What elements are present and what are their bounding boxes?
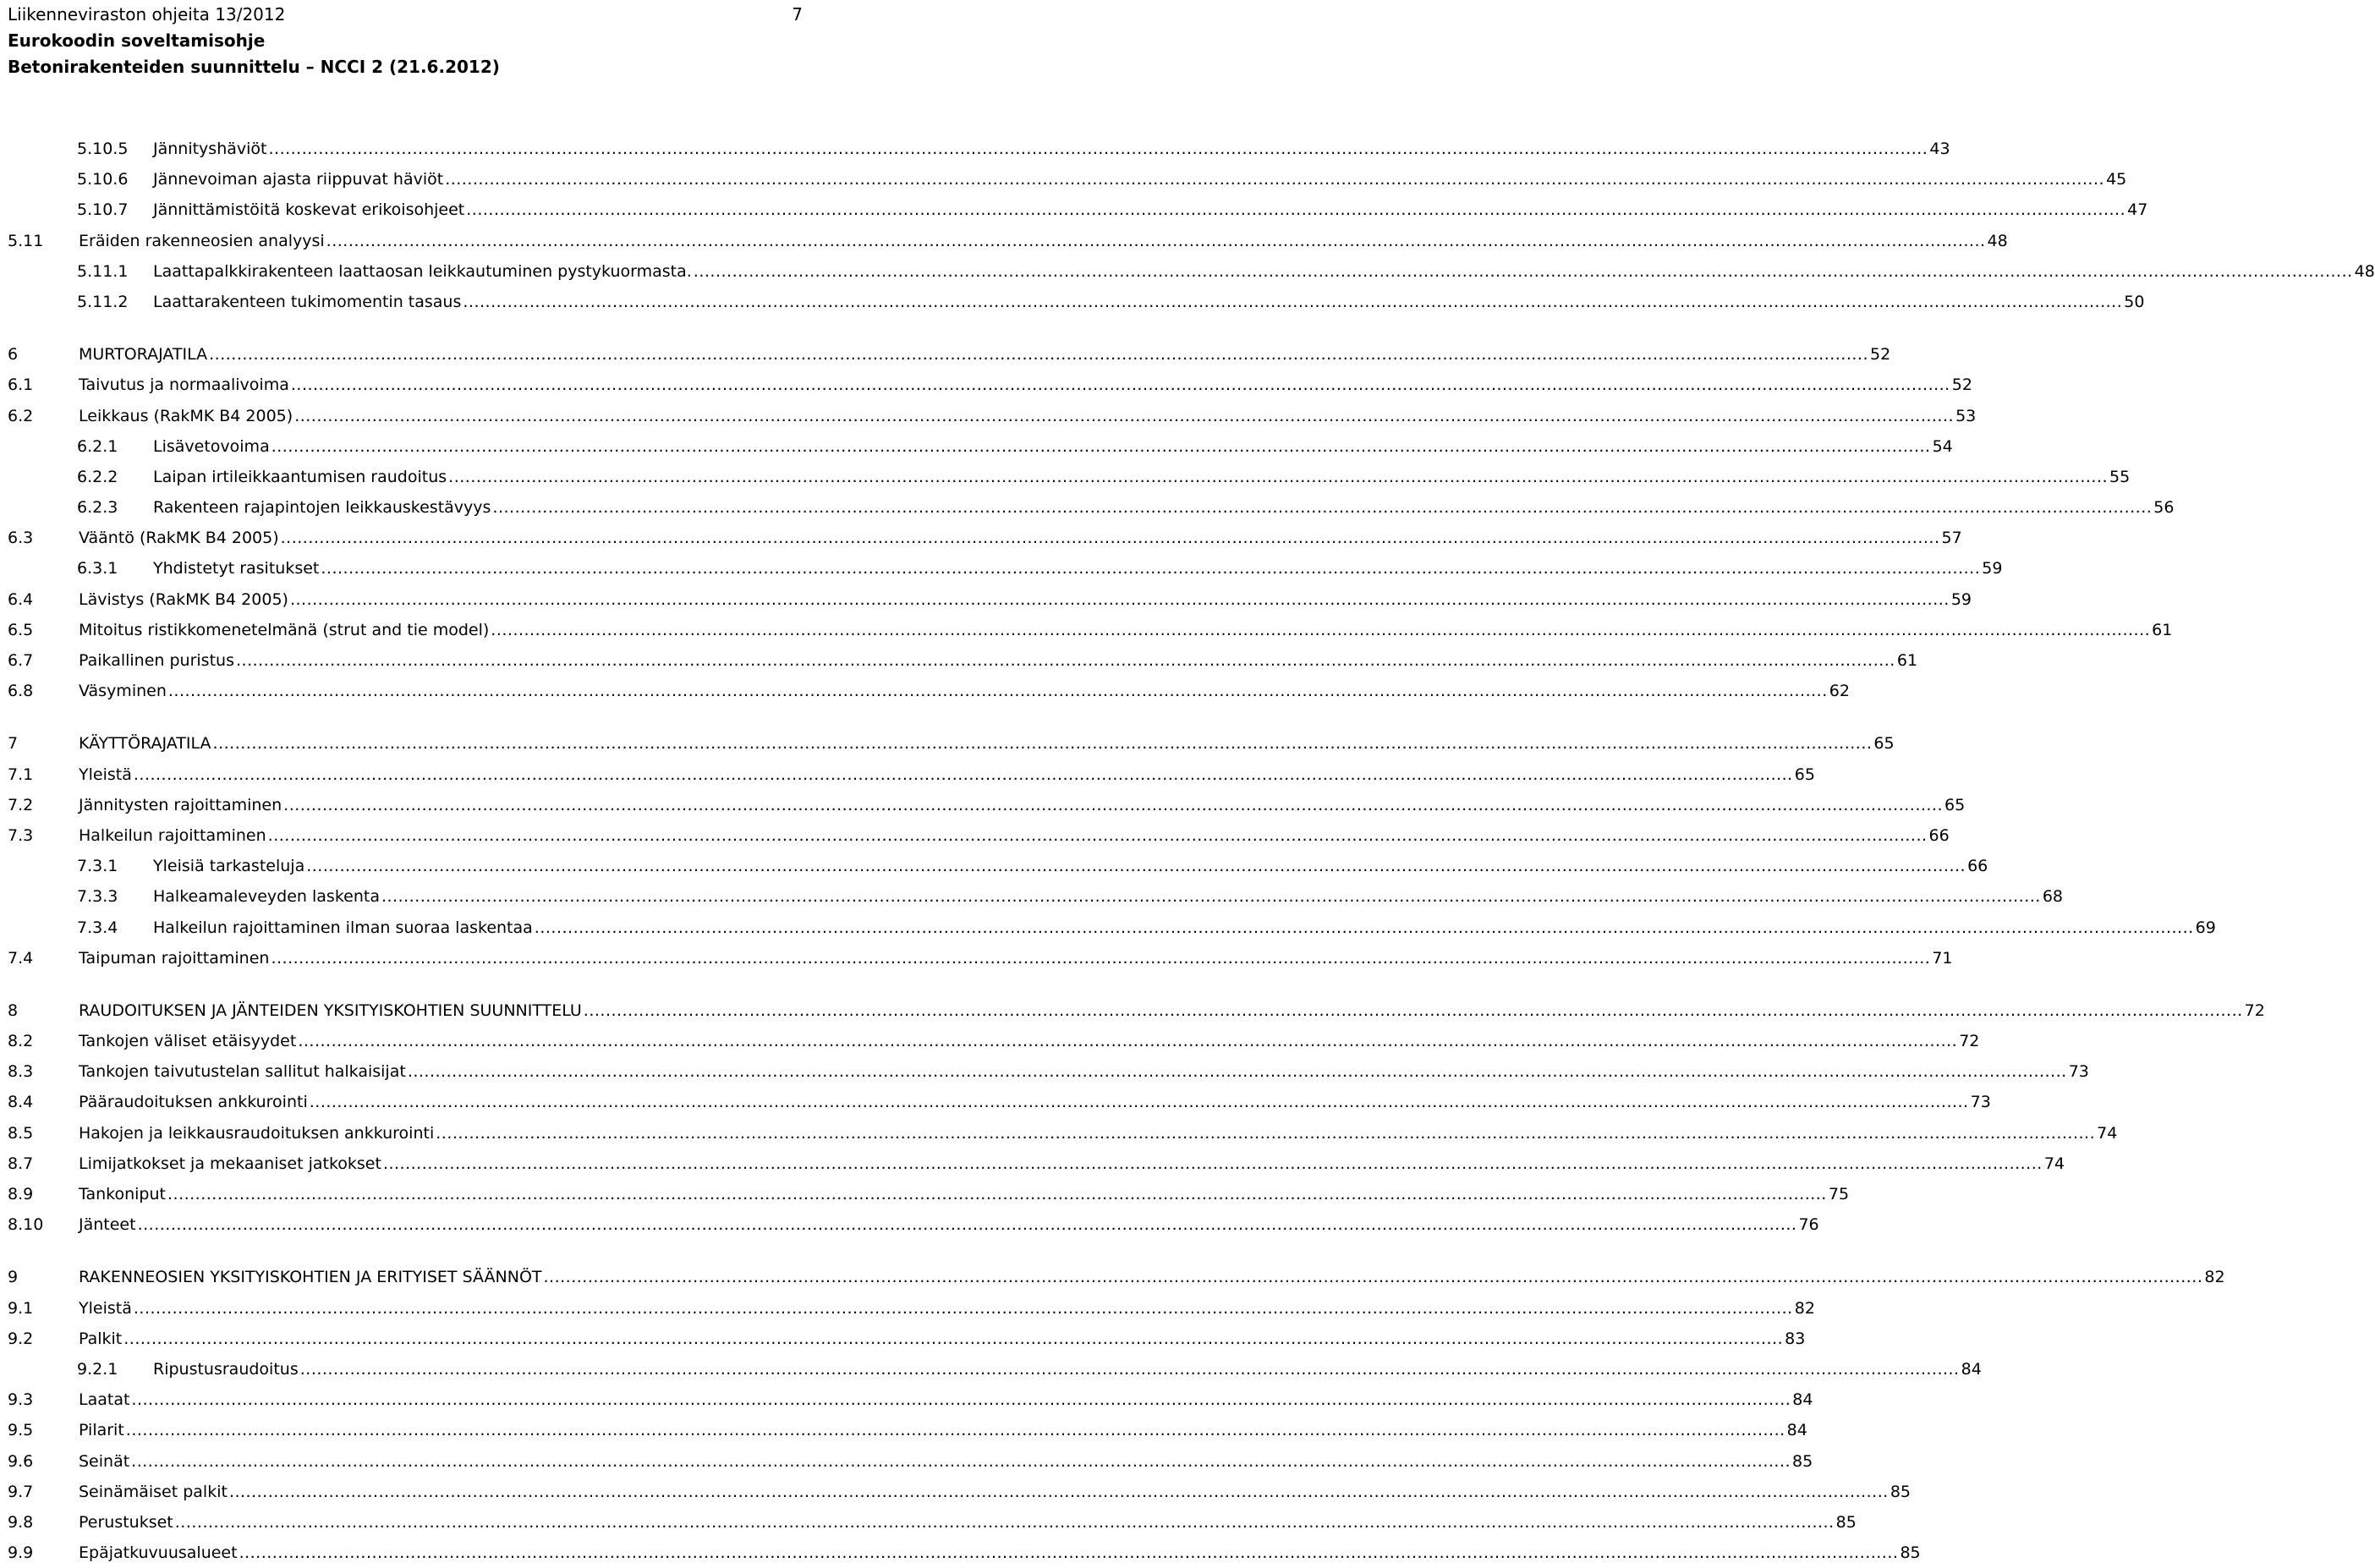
toc-entry-number: 9.2: [8, 1329, 34, 1348]
dot-leader: ............................................................................................................................................................................................................................................................................................................: [534, 918, 2194, 937]
dot-leader: ............................................................................................................................................................................................................................................................................................................: [466, 200, 2126, 220]
toc-entry-page: 75: [1828, 1185, 1850, 1203]
toc-entry-page: 85: [1792, 1451, 1813, 1471]
dot-leader: ............................................................................................................................................................................................................................................................................................................: [326, 231, 1986, 250]
toc-entry-page: 74: [2043, 1154, 2065, 1173]
toc-entry-number: 6.4: [8, 589, 34, 609]
dot-leader: ............................................................................................................................................................................................................................................................................................................: [294, 406, 1955, 425]
dot-leader: ............................................................................................................................................................................................................................................................................................................: [167, 1185, 1827, 1203]
toc-entry-title: Laipan irtileikkaantumisen raudoitus: [153, 467, 447, 486]
toc-entry-page: 54: [1932, 436, 1953, 456]
toc-entry-number: 8: [8, 1001, 19, 1020]
toc-entry-page: 85: [1900, 1543, 1921, 1563]
toc-entry-title: Pilarit: [79, 1421, 124, 1440]
toc-entry-title: Limijatkokset ja mekaaniset jatkokset: [79, 1154, 381, 1173]
toc-entry-title: Väsyminen: [79, 682, 167, 701]
toc-entry-title: RAUDOITUKSEN JA JÄNTEIDEN YKSITYISKOHTIEN SUUNNITTELU: [79, 1001, 582, 1020]
toc-entry-number: 8.3: [8, 1062, 34, 1082]
toc-entry[interactable]: [8, 881, 2064, 912]
toc-entry-page: 73: [2068, 1062, 2089, 1082]
toc-entry-title: Leikkaus (RakMK B4 2005): [79, 406, 293, 425]
dot-leader: ............................................................................................................................................................................................................................................................................................................: [123, 1329, 1784, 1348]
toc-entry[interactable]: [8, 1507, 1857, 1538]
toc-entry-number: 9.9: [8, 1543, 34, 1563]
page-header: [8, 2, 803, 80]
toc-entry-title: Yleistä: [79, 1298, 132, 1318]
toc-entry-page: 52: [1951, 376, 1972, 395]
toc-entry-page: 45: [2106, 170, 2127, 189]
toc-entry-number: 7.3.3: [77, 887, 118, 907]
toc-entry[interactable]: [8, 431, 1953, 462]
toc-entry[interactable]: [8, 462, 2131, 492]
toc-entry-title: Palkit: [79, 1329, 123, 1348]
dot-leader: ............................................................................................................................................................................................................................................................................................................: [299, 1359, 1960, 1379]
toc-entry[interactable]: [8, 676, 1850, 706]
dot-leader: ............................................................................................................................................................................................................................................................................................................: [491, 620, 2151, 639]
toc-entry-number: 5.10.5: [77, 140, 129, 158]
toc-entry-page: 55: [2109, 467, 2131, 486]
toc-entry-page: 52: [1870, 345, 1891, 365]
toc-entry-title: RAKENNEOSIEN YKSITYISKOHTIEN JA ERITYISET SÄÄNNÖT: [79, 1268, 542, 1287]
dot-leader: ............................................................................................................................................................................................................................................................................................................: [381, 887, 2041, 907]
toc-entry[interactable]: [8, 1354, 1982, 1384]
toc-entry-title: MURTORAJATILA: [79, 345, 208, 365]
table-of-contents: [8, 134, 2375, 1568]
toc-entry-number: 5.11.1: [77, 261, 129, 281]
dot-leader: ............................................................................................................................................................................................................................................................................................................: [137, 1215, 1797, 1235]
toc-entry-title: Jännityshäviöt: [153, 140, 267, 158]
toc-entry-page: 73: [1970, 1093, 1991, 1112]
toc-entry-title: Seinät: [79, 1451, 130, 1471]
dot-leader: ............................................................................................................................................................................................................................................................................................................: [228, 1482, 1889, 1501]
toc-entry-page: 62: [1829, 682, 1850, 701]
dot-leader: ............................................................................................................................................................................................................................................................................................................: [309, 1093, 1969, 1112]
toc-entry[interactable]: [8, 1149, 2065, 1179]
toc-entry-number: 6.3: [8, 529, 34, 548]
toc-entry[interactable]: [8, 1324, 1806, 1354]
toc-entry-page: 71: [1932, 948, 1953, 968]
toc-entry-title: Yleisiä tarkasteluja: [153, 857, 305, 876]
toc-entry-number: 6.2.2: [77, 467, 118, 486]
toc-entry[interactable]: [8, 492, 2175, 523]
toc-entry-title: Tankojen väliset etäisyydet: [79, 1032, 297, 1051]
toc-entry-page: 57: [1941, 529, 1962, 548]
toc-entry[interactable]: [8, 1477, 1911, 1507]
toc-entry-number: 6.7: [8, 651, 34, 670]
toc-entry-number: 7.4: [8, 948, 34, 968]
toc-entry[interactable]: [8, 1538, 1921, 1568]
dot-leader: ............................................................................................................................................................................................................................................................................................................: [436, 1123, 2096, 1143]
toc-entry-number: 9.2.1: [77, 1359, 118, 1379]
dot-leader: ............................................................................................................................................................................................................................................................................................................: [280, 529, 1940, 548]
toc-entry-page: 53: [1955, 406, 1977, 425]
toc-entry-title: Seinämäiset palkit: [79, 1482, 228, 1501]
toc-entry-number: 9.1: [8, 1298, 34, 1318]
toc-entry-page: 47: [2127, 200, 2148, 220]
dot-leader: ............................................................................................................................................................................................................................................................................................................: [463, 292, 2123, 311]
toc-entry[interactable]: [8, 645, 1918, 676]
toc-entry-page: 72: [1959, 1032, 1980, 1051]
toc-entry-title: Pääraudoituksen ankkurointi: [79, 1093, 308, 1112]
dot-leader: ............................................................................................................................................................................................................................................................................................................: [212, 734, 1873, 754]
toc-entry-page: 59: [1982, 559, 2003, 578]
toc-entry-number: 6.2.3: [77, 498, 118, 518]
dot-leader: ............................................................................................................................................................................................................................................................................................................: [235, 651, 1895, 670]
toc-entry-page: 66: [1967, 857, 1988, 876]
toc-entry-page: 61: [2152, 620, 2173, 639]
toc-entry[interactable]: [8, 584, 1972, 615]
toc-entry-number: 5.11: [8, 231, 44, 250]
toc-entry-title: KÄYTTÖRAJATILA: [79, 734, 211, 754]
dot-leader: ............................................................................................................................................................................................................................................................................................................: [289, 589, 1950, 609]
toc-entry-page: 65: [1944, 795, 1966, 814]
toc-entry-number: 8.5: [8, 1123, 34, 1143]
toc-entry-page: 59: [1950, 589, 1972, 609]
dot-leader: ............................................................................................................................................................................................................................................................................................................: [209, 345, 1869, 365]
toc-entry[interactable]: [8, 164, 2127, 195]
toc-entry-page: 82: [1794, 1298, 1815, 1318]
toc-entry-title: Paikallinen puristus: [79, 651, 234, 670]
toc-entry[interactable]: [8, 134, 1950, 164]
toc-entry-page: 50: [2124, 292, 2145, 311]
toc-entry-number: 7.1: [8, 765, 34, 784]
toc-entry-number: 5.10.6: [77, 170, 129, 189]
dot-leader: ............................................................................................................................................................................................................................................................................................................: [693, 261, 2353, 281]
publication-series: Liikenneviraston ohjeita 13/2012: [8, 4, 286, 25]
toc-entry[interactable]: [8, 287, 2145, 317]
toc-entry-page: 85: [1890, 1482, 1911, 1501]
toc-entry[interactable]: [8, 1087, 1991, 1117]
dot-leader: ............................................................................................................................................................................................................................................................................................................: [448, 467, 2109, 486]
toc-entry-title: Laatat: [79, 1390, 130, 1410]
dot-leader: ............................................................................................................................................................................................................................................................................................................: [306, 857, 1966, 876]
toc-entry-number: 6.2.1: [77, 436, 118, 456]
toc-entry[interactable]: [8, 256, 2375, 287]
dot-leader: ............................................................................................................................................................................................................................................................................................................: [445, 170, 2105, 189]
dot-leader: ............................................................................................................................................................................................................................................................................................................: [382, 1154, 2043, 1173]
toc-entry[interactable]: [8, 1446, 1813, 1477]
dot-leader: ............................................................................................................................................................................................................................................................................................................: [167, 682, 1828, 701]
dot-leader: ............................................................................................................................................................................................................................................................................................................: [298, 1032, 1958, 1051]
toc-entry-page: 84: [1786, 1421, 1807, 1440]
toc-entry-title: Tankojen taivutustelan sallitut halkaisijat: [79, 1062, 406, 1082]
toc-entry-number: 8.7: [8, 1154, 34, 1173]
toc-entry[interactable]: [8, 226, 2008, 256]
dot-leader: ............................................................................................................................................................................................................................................................................................................: [543, 1268, 2203, 1287]
toc-entry-title: Ripustusraudoitus: [153, 1359, 299, 1379]
toc-entry[interactable]: [8, 759, 1815, 790]
toc-entry-page: 84: [1792, 1390, 1813, 1410]
dot-leader: ............................................................................................................................................................................................................................................................................................................: [133, 1298, 1793, 1318]
toc-entry-number: 9.6: [8, 1451, 34, 1471]
toc-entry-page: 82: [2204, 1268, 2225, 1287]
dot-leader: ............................................................................................................................................................................................................................................................................................................: [133, 765, 1793, 784]
toc-entry-title: Vääntö (RakMK B4 2005): [79, 529, 279, 548]
toc-entry[interactable]: [8, 370, 1972, 400]
toc-entry[interactable]: [8, 401, 1977, 431]
toc-entry-title: Lävistys (RakMK B4 2005): [79, 589, 288, 609]
toc-entry-number: 6: [8, 345, 19, 365]
dot-leader: ............................................................................................................................................................................................................................................................................................................: [283, 795, 1944, 814]
toc-entry-title: Halkeamaleveyden laskenta: [153, 887, 380, 907]
toc-entry-page: 66: [1928, 825, 1950, 845]
toc-entry-title: Taivutus ja normaalivoima: [79, 376, 289, 395]
toc-entry-number: 8.9: [8, 1185, 34, 1203]
toc-entry-title: Jänteet: [79, 1215, 136, 1235]
dot-leader: ............................................................................................................................................................................................................................................................................................................: [131, 1390, 1791, 1410]
toc-entry-title: Jännittämistöitä koskevat erikoisohjeet: [153, 200, 465, 220]
toc-entry-page: 83: [1785, 1329, 1806, 1348]
toc-entry[interactable]: [8, 553, 2003, 584]
toc-entry[interactable]: [8, 1262, 2225, 1292]
toc-entry-page: 43: [1929, 140, 1950, 158]
toc-entry[interactable]: [8, 1056, 2089, 1087]
toc-entry-number: 8.4: [8, 1093, 34, 1112]
toc-entry[interactable]: [8, 728, 1895, 759]
dot-leader: ............................................................................................................................................................................................................................................................................................................: [125, 1421, 1785, 1440]
toc-entry-number: 7.2: [8, 795, 34, 814]
toc-entry-number: 9: [8, 1268, 19, 1287]
toc-entry-title: Yhdistetyt rasitukset: [153, 559, 320, 578]
toc-entry-number: 6.1: [8, 376, 34, 395]
toc-entry-page: 61: [1896, 651, 1918, 670]
toc-entry-page: 48: [1987, 231, 2008, 250]
page-number: 7: [792, 4, 803, 25]
toc-entry[interactable]: [8, 1293, 1815, 1324]
toc-entry-title: Perustukset: [79, 1512, 173, 1532]
toc-entry-number: 9.5: [8, 1421, 34, 1440]
toc-entry-number: 7: [8, 734, 19, 754]
toc-entry[interactable]: [8, 615, 2173, 645]
toc-entry-page: 85: [1835, 1512, 1857, 1532]
toc-entry-number: 5.11.2: [77, 292, 129, 311]
toc-entry[interactable]: [8, 851, 1988, 881]
toc-entry-number: 6.5: [8, 620, 34, 639]
toc-entry-number: 6.8: [8, 682, 34, 701]
toc-entry[interactable]: [8, 820, 1950, 851]
document-title: Betonirakenteiden suunnittelu – NCCI 2 (21.6.2012): [8, 57, 500, 77]
dot-leader: ............................................................................................................................................................................................................................................................................................................: [239, 1543, 1899, 1563]
toc-entry[interactable]: [8, 523, 1962, 553]
dot-leader: ............................................................................................................................................................................................................................................................................................................: [271, 436, 1931, 456]
dot-leader: ............................................................................................................................................................................................................................................................................................................: [174, 1512, 1835, 1532]
toc-entry[interactable]: [8, 943, 1953, 973]
dot-leader: ............................................................................................................................................................................................................................................................................................................: [492, 498, 2153, 518]
toc-entry-title: Tankoniput: [79, 1185, 166, 1203]
toc-entry-number: 9.8: [8, 1512, 34, 1532]
toc-entry[interactable]: [8, 1209, 1819, 1240]
toc-entry-title: Laattapalkkirakenteen laattaosan leikkautuminen pystykuormasta.: [153, 261, 692, 281]
dot-leader: ............................................................................................................................................................................................................................................................................................................: [267, 825, 1928, 845]
toc-entry-title: Jännevoiman ajasta riippuvat häviöt: [153, 170, 444, 189]
toc-entry-number: 5.10.7: [77, 200, 129, 220]
toc-entry-title: Eräiden rakenneosien analyysi: [79, 231, 325, 250]
toc-entry-number: 8.10: [8, 1215, 44, 1235]
dot-leader: ............................................................................................................................................................................................................................................................................................................: [583, 1001, 2243, 1020]
toc-entry-number: 7.3.4: [77, 918, 118, 937]
toc-entry[interactable]: [8, 339, 1891, 370]
toc-entry-number: 6.2: [8, 406, 34, 425]
toc-entry-page: 65: [1873, 734, 1895, 754]
toc-entry-page: 56: [2153, 498, 2175, 518]
toc-entry-number: 7.3.1: [77, 857, 118, 876]
toc-entry[interactable]: [8, 1384, 1813, 1415]
dot-leader: ............................................................................................................................................................................................................................................................................................................: [407, 1062, 2067, 1082]
toc-entry[interactable]: [8, 195, 2148, 225]
toc-entry-title: Rakenteen rajapintojen leikkauskestävyys: [153, 498, 491, 518]
dot-leader: ............................................................................................................................................................................................................................................................................................................: [271, 948, 1931, 968]
toc-entry-title: Mitoitus ristikkomenetelmänä (strut and tie model): [79, 620, 490, 639]
toc-entry-page: 76: [1798, 1215, 1819, 1235]
toc-entry-number: 9.7: [8, 1482, 34, 1501]
toc-entry-page: 84: [1961, 1359, 1982, 1379]
toc-entry[interactable]: [8, 790, 1966, 820]
dot-leader: ............................................................................................................................................................................................................................................................................................................: [321, 559, 1981, 578]
toc-entry-page: 65: [1794, 765, 1815, 784]
toc-entry-number: 8.2: [8, 1032, 34, 1051]
dot-leader: ............................................................................................................................................................................................................................................................................................................: [268, 140, 1928, 158]
toc-entry[interactable]: [8, 913, 2216, 943]
toc-entry-title: Taipuman rajoittaminen: [79, 948, 270, 968]
toc-entry[interactable]: [8, 1118, 2118, 1149]
toc-entry[interactable]: [8, 1179, 1850, 1209]
toc-entry-title: Halkeilun rajoittaminen: [79, 825, 266, 845]
toc-entry-page: 68: [2042, 887, 2064, 907]
toc-entry-title: Jännitysten rajoittaminen: [79, 795, 282, 814]
toc-entry-page: 69: [2195, 918, 2216, 937]
toc-entry-title: Halkeilun rajoittaminen ilman suoraa laskentaa: [153, 918, 533, 937]
toc-entry-page: 72: [2244, 1001, 2265, 1020]
toc-entry-page: 48: [2354, 261, 2375, 281]
toc-entry[interactable]: [8, 1026, 1980, 1056]
toc-entry[interactable]: [8, 1415, 1807, 1445]
dot-leader: ............................................................................................................................................................................................................................................................................................................: [290, 376, 1950, 395]
toc-entry-title: Hakojen ja leikkausraudoituksen ankkurointi: [79, 1123, 435, 1143]
toc-entry-page: 74: [2097, 1123, 2118, 1143]
document-subtitle: Eurokoodin soveltamisohje: [8, 30, 266, 51]
toc-entry-number: 9.3: [8, 1390, 34, 1410]
dot-leader: ............................................................................................................................................................................................................................................................................................................: [131, 1451, 1791, 1471]
toc-entry-title: Epäjatkuvuusalueet: [79, 1543, 238, 1563]
toc-entry-number: 6.3.1: [77, 559, 118, 578]
toc-entry-title: Yleistä: [79, 765, 132, 784]
toc-entry-title: Laattarakenteen tukimomentin tasaus: [153, 292, 462, 311]
toc-entry[interactable]: [8, 995, 2265, 1026]
toc-entry-number: 7.3: [8, 825, 34, 845]
toc-entry-title: Lisävetovoima: [153, 436, 270, 456]
